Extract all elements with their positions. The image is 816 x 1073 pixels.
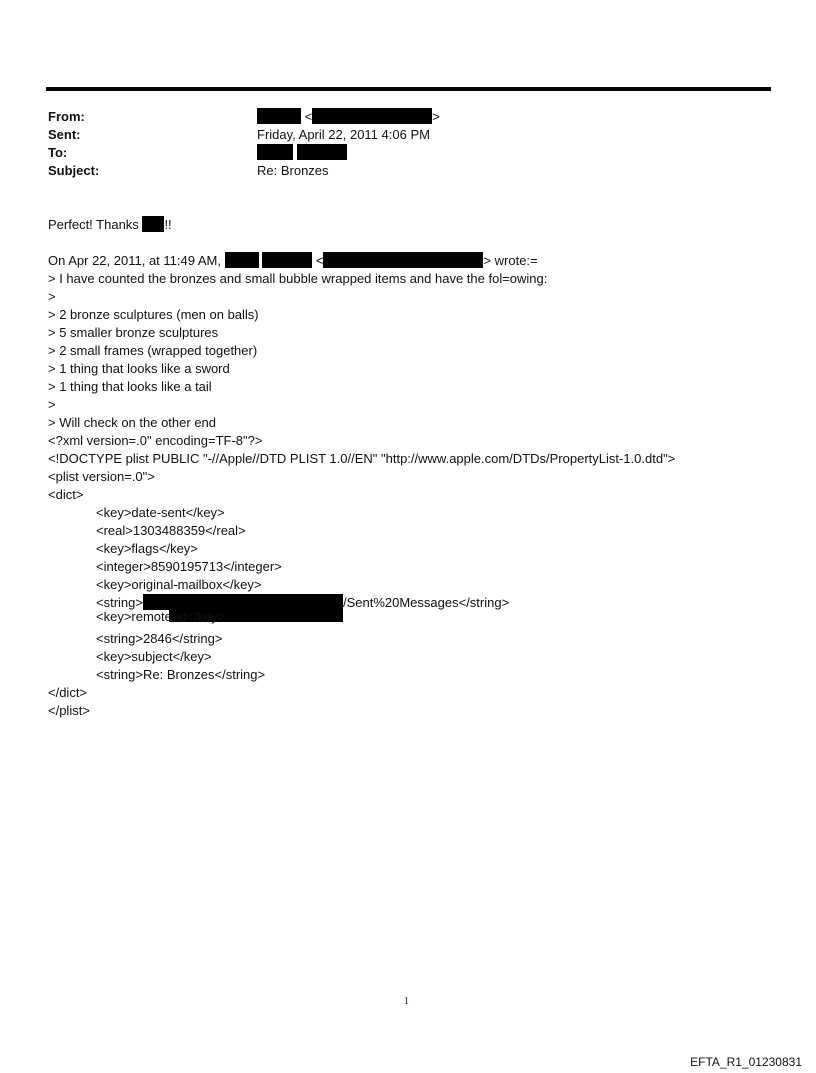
redaction-block	[323, 252, 483, 268]
header-rule	[46, 87, 771, 91]
greeting-text: Perfect! Thanks	[48, 217, 139, 232]
plist-line: </plist>	[48, 703, 90, 718]
subject-label: Subject:	[48, 163, 100, 178]
quoted-line: > Will check on the other end	[48, 415, 217, 430]
page-number: 1	[404, 996, 409, 1007]
subject-value: Re: Bronzes	[257, 163, 329, 178]
mailbox-string-line	[48, 594, 788, 612]
redaction-block	[312, 108, 432, 124]
sent-value: Friday, April 22, 2011 4:06 PM	[257, 127, 430, 142]
plist-line	[48, 612, 788, 624]
quoted-line: > 1 thing that looks like a sword	[48, 361, 230, 376]
plist-line: <key>original-mailbox</key>	[96, 577, 262, 592]
quote-intro	[48, 252, 788, 270]
document-id: EFTA_R1_01230831	[690, 1055, 802, 1069]
plist-line: </dict>	[48, 685, 88, 700]
quote-intro-lt: <	[315, 253, 324, 268]
quoted-line: > 5 smaller bronze sculptures	[48, 325, 219, 340]
plist-line: <plist version=.0">	[48, 469, 155, 484]
quoted-line: >	[48, 397, 56, 412]
from-value	[257, 108, 440, 126]
spacer	[48, 234, 788, 252]
remote-id-key: <key>remote-id</key>	[96, 612, 226, 624]
quoted-line: > 2 small frames (wrapped together)	[48, 343, 258, 358]
redaction-block	[257, 108, 301, 124]
greeting-end: !!	[164, 217, 172, 232]
sent-label: Sent:	[48, 127, 81, 142]
plist-line: <integer>8590195713</integer>	[96, 559, 282, 574]
plist-line: <key>flags</key>	[96, 541, 198, 556]
redaction-block	[257, 144, 293, 160]
to-label: To:	[48, 145, 68, 160]
plist-line: <key>subject</key>	[96, 649, 212, 664]
plist-line: <key>date-sent</key>	[96, 505, 225, 520]
redaction-block	[142, 216, 164, 232]
quote-intro-end: > wrote:=	[483, 253, 538, 268]
quote-intro-text: On Apr 22, 2011, at 11:49 AM,	[48, 253, 221, 268]
from-lt: <	[304, 109, 313, 124]
mailbox-string-close: /Sent%20Messages</string>	[342, 595, 510, 610]
plist-line: <string>2846</string>	[96, 631, 223, 646]
plist-line: <!DOCTYPE plist PUBLIC "-//Apple//DTD PLIST 1.0//EN" "http://www.apple.com/DTDs/PropertyList-1.0.dtd">	[48, 451, 676, 466]
plist-line: <string>Re: Bronzes</string>	[96, 667, 266, 682]
plist-line: <real>1303488359</real>	[96, 523, 246, 538]
mailbox-string-open: <string>	[96, 595, 143, 610]
from-label: From:	[48, 109, 85, 124]
from-gt: >	[432, 109, 440, 124]
quoted-line: > 2 bronze sculptures (men on balls)	[48, 307, 259, 322]
quoted-line: > I have counted the bronzes and small bubble wrapped items and have the fol=owing:	[48, 271, 548, 286]
redaction-block	[143, 594, 169, 610]
quoted-line: >	[48, 289, 56, 304]
email-body	[48, 216, 788, 720]
redaction-block	[297, 144, 347, 160]
redaction-block	[225, 252, 259, 268]
plist-line: <?xml version=.0" encoding=TF-8"?>	[48, 433, 263, 448]
quoted-line: > 1 thing that looks like a tail	[48, 379, 212, 394]
plist-line: <dict>	[48, 487, 84, 502]
to-value	[257, 144, 347, 162]
greeting-line	[48, 216, 788, 234]
redaction-block	[262, 252, 312, 268]
